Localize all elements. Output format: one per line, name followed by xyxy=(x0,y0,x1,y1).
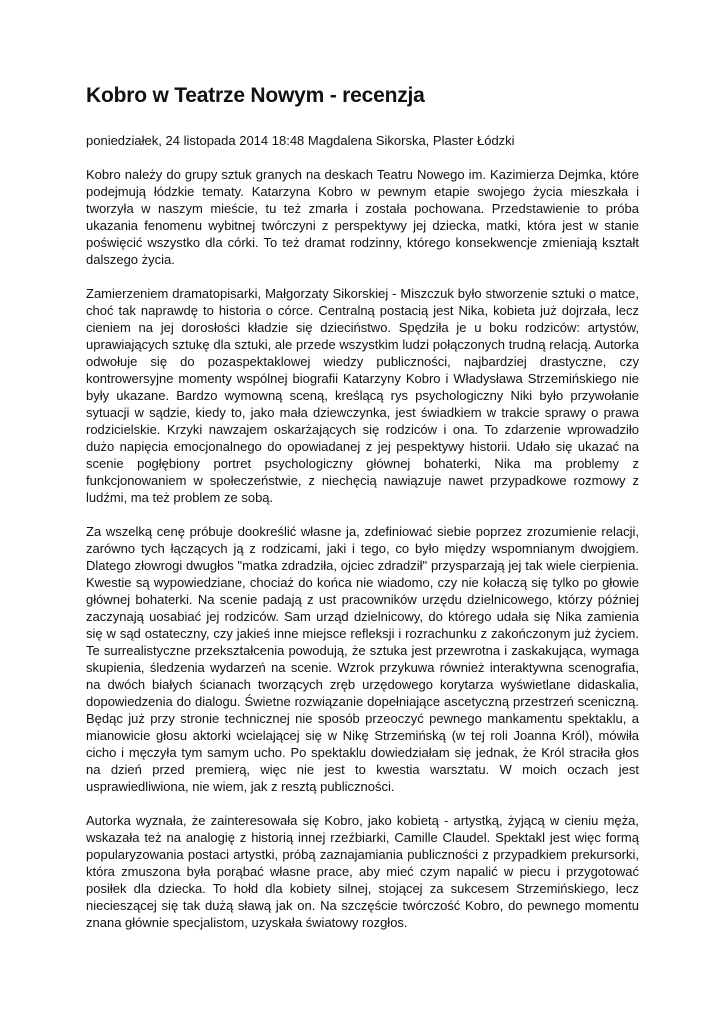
article-paragraph: Za wszelką cenę próbuje dookreślić własne ja, zdefiniować siebie poprzez zrozumienie relacji, zarówno tych łączących ją z rodzicami, jaki i tego, co było między wspomnianym dwojgiem. Dlatego złowrogi dwugłos "matka zdradziła, ojciec zdradził" przysparzają jej tak wiele cierpienia. Kwestie są wypowiedziane, chociaż do końca nie wiadomo, czy nie kołaczą się tylko po głowie głównej bohaterki. Na scenie padają z ust pracowników urzędu dzielnicowego, którzy później zaczynają uosabiać jej rodziców. Sam urząd dzielnicowy, do którego udała się Nika zamienia się w sąd ostateczny, czy jakieś inne miejsce refleksji i rozrachunku z zakończonym już życiem. Te surrealistyczne przekształcenia powodują, że sztuka jest przewrotna i zaskakująca, wymaga skupienia, śledzenia wydarzeń na scenie. Wzrok przykuwa również interaktywna scenografia, na dwóch białych ścianach tworzących zręb urzędowego korytarza wyświetlane didaskalia, dopowiedzenia do dialogu. Świetne rozwiązanie dopełniające ascetyczną przestrzeń sceniczną. Będąc już przy stronie technicznej nie sposób przeoczyć pewnego mankamentu spektaklu, a mianowicie głosu aktorki wcielającej się w Nikę Strzemińską (w tej roli Joanna Król), mówiła cicho i męczyła tym samym ucho. Po spektaklu dowiedziałam się jednak, że Król straciła głos na dzień przed premierą, więc nie jest to kwestia warsztatu. W moich oczach jest usprawiedliwiona, nie wiem, jak z resztą publiczności. xyxy=(86,524,639,794)
article-meta: poniedziałek, 24 listopada 2014 18:48 Magdalena Sikorska, Plaster Łódzki xyxy=(86,133,515,148)
article-body xyxy=(86,166,639,931)
article-title: Kobro w Teatrze Nowym - recenzja xyxy=(86,84,425,107)
article-paragraph: Autorka wyznała, że zainteresowała się Kobro, jako kobietą - artystką, żyjącą w cieniu męża, wskazała też na analogię z historią innej rzeźbiarki, Camille Claudel. Spektakl jest więc formą popularyzowania postaci artystki, próbą zaznajamiania publiczności z przypadkiem prekursorki, która zmuszona była porąbać własne prace, aby mieć czym napalić w piecu i przygotować posiłek dla dziecka. To hołd dla kobiety silnej, stojącej za sukcesem Strzemińskiego, lecz niecieszącej się tak dużą sławą jak on. Na szczęście twórczość Kobro, do pewnego momentu znana głównie specjalistom, uzyskała światowy rozgłos. xyxy=(86,813,639,930)
article-paragraph: Kobro należy do grupy sztuk granych na deskach Teatru Nowego im. Kazimierza Dejmka, które podejmują łódzkie tematy. Katarzyna Kobro w pewnym etapie swojego życia mieszkała i tworzyła w naszym mieście, tu też zmarła i została pochowana. Przedstawienie to próba ukazania fenomenu wybitnej twórczyni z perspektywy jej dziecka, matki, która jest w stanie poświęcić wszystko dla córki. To też dramat rodzinny, którego konsekwencje zmieniają kształt dalszego życia. xyxy=(86,167,639,267)
article xyxy=(86,83,639,948)
article-paragraph: Zamierzeniem dramatopisarki, Małgorzaty Sikorskiej - Miszczuk było stworzenie sztuki o matce, choć tak naprawdę to historia o córce. Centralną postacią jest Nika, kobieta już dojrzała, lecz cieniem na jej dorosłości kładzie się dzieciństwo. Spędziła je u boku rodziców: artystów, uprawiających sztukę dla sztuki, ale przede wszystkim ludzi połączonych trudną relacją. Autorka odwołuje się do pozaspektaklowej wiedzy publiczności, najbardziej drastyczne, czy kontrowersyjne momenty wspólnej biografii Katarzyny Kobro i Władysława Strzemińskiego nie były ukazane. Bardzo wymowną sceną, kreślącą rys psychologiczny Niki było przywołanie sytuacji w sądzie, kiedy to, jako mała dziewczynka, jest świadkiem w trakcie sprawy o prawa rodzicielskie. Krzyki nawzajem oskarżających się rodziców i ona. To zdarzenie wprowadziło dużo napięcia emocjonalnego do opowiadanej z jej pespektywy historii. Udało się ukazać na scenie pogłębiony portret psychologiczny głównej bohaterki, Nika ma problemy z funkcjonowaniem w społeczeństwie, z niechęcią nawiązuje nawet przypadkowe rozmowy z ludźmi, ma też problem ze sobą. xyxy=(86,286,639,505)
